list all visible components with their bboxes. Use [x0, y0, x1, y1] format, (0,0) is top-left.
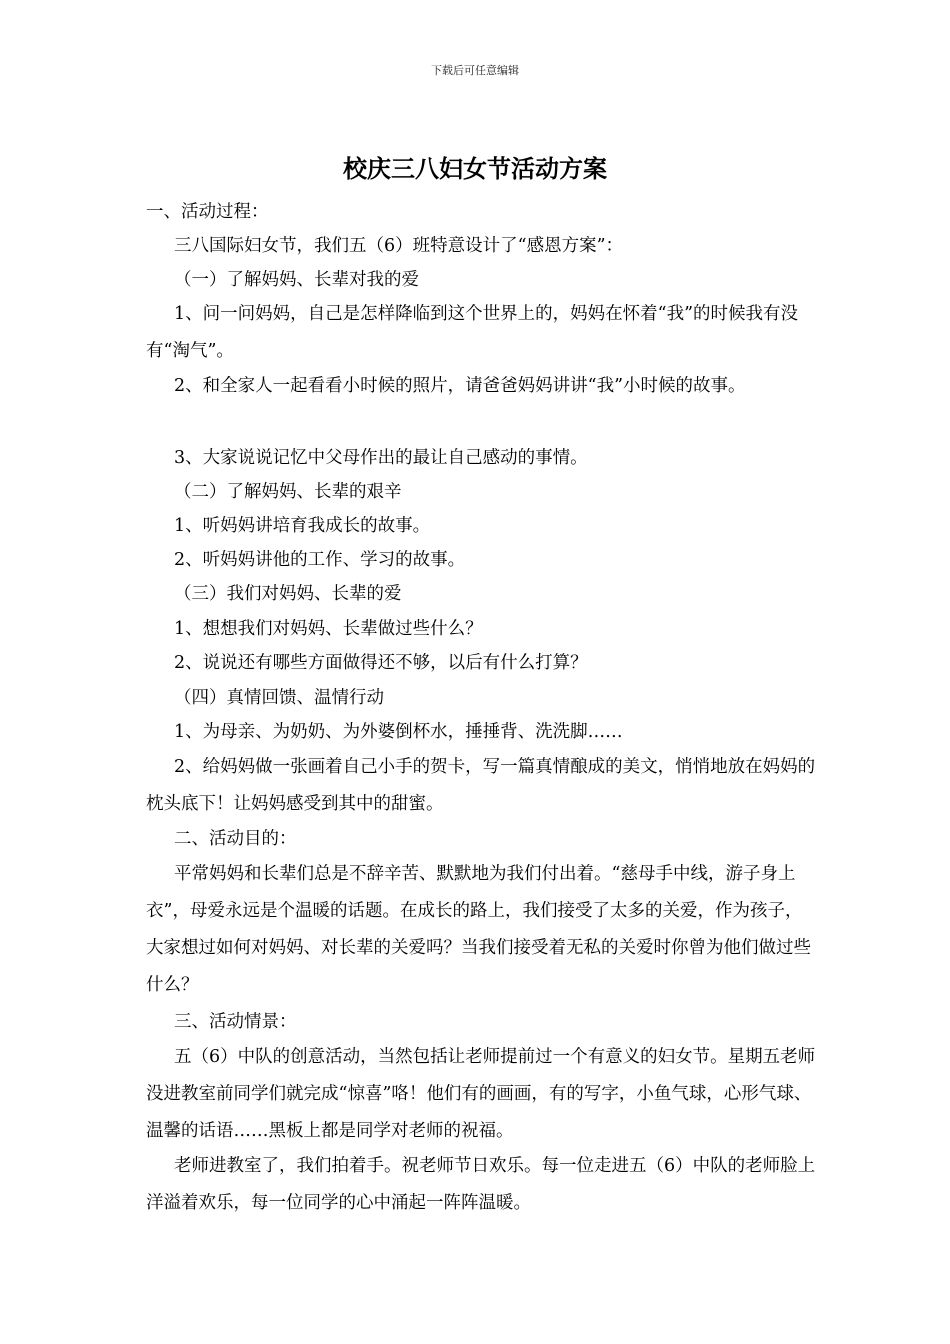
page-title: 校庆三八妇女节活动方案	[343, 154, 607, 183]
paragraph-item: 2、和全家人一起看看小时候的照片，请爸爸妈妈讲讲“我”小时候的故事。	[174, 376, 746, 396]
paragraph-scene: 五（6）中队的创意活动，当然包括让老师提前过一个有意义的妇女节。星期五老师没进教室前同学们就完成“惊喜”咯！他们有的画画，有的写字，小鱼气球，心形气球、温馨的话语……黑板上都是同学对老师的祝福。	[146, 1047, 816, 1141]
paragraph-intro: 三八国际妇女节，我们五（6）班特意设计了“感恩方案”：	[174, 236, 624, 256]
section-heading-process: 一、活动过程：	[146, 202, 269, 222]
paragraph-purpose: 平常妈妈和长辈们总是不辞辛苦、默默地为我们付出着。“慈母手中线，游子身上衣”，母爱永远是个温暖的话题。在成长的路上，我们接受了太多的关爱，作为孩子，大家想过如何对妈妈、对长辈的关爱吗？当我们接受着无私的关爱时你曾为他们做过些什么？	[146, 864, 811, 995]
section-heading-purpose: 二、活动目的：	[174, 829, 297, 849]
paragraph-item: 2、给妈妈做一张画着自己小手的贺卡，写一篇真情酿成的美文，悄悄地放在妈妈的枕头底下！让妈妈感受到其中的甜蜜。	[146, 757, 816, 814]
subheading-actions: （四）真情回馈、温情行动	[174, 688, 384, 708]
section-heading-scene: 三、活动情景：	[174, 1012, 297, 1032]
paragraph-item: 1、问一问妈妈，自己是怎样降临到这个世界上的，妈妈在怀着“我”的时候我有没有“淘气”。	[146, 304, 799, 361]
paragraph-item: 2、说说还有哪些方面做得还不够，以后有什么打算？	[174, 653, 588, 673]
subheading-understand-love: （一）了解妈妈、长辈对我的爱	[174, 270, 419, 290]
header-note: 下载后可任意编辑	[431, 64, 519, 77]
paragraph-item: 3、大家说说记忆中父母作出的最让自己感动的事情。	[174, 448, 588, 468]
paragraph-item: 1、想想我们对妈妈、长辈做过些什么？	[174, 619, 483, 639]
subheading-our-love: （三）我们对妈妈、长辈的爱	[174, 584, 402, 604]
paragraph-item: 1、听妈妈讲培育我成长的故事。	[174, 516, 431, 536]
paragraph-item: 2、听妈妈讲他的工作、学习的故事。	[174, 550, 466, 570]
subheading-understand-hardship: （二）了解妈妈、长辈的艰辛	[174, 482, 402, 502]
paragraph-scene-end: 老师进教室了，我们拍着手。祝老师节日欢乐。每一位走进五（6）中队的老师脸上洋溢着欢乐，每一位同学的心中涌起一阵阵温暖。	[146, 1156, 816, 1213]
paragraph-item: 1、为母亲、为奶奶、为外婆倒杯水，捶捶背、洗洗脚……	[174, 722, 623, 742]
